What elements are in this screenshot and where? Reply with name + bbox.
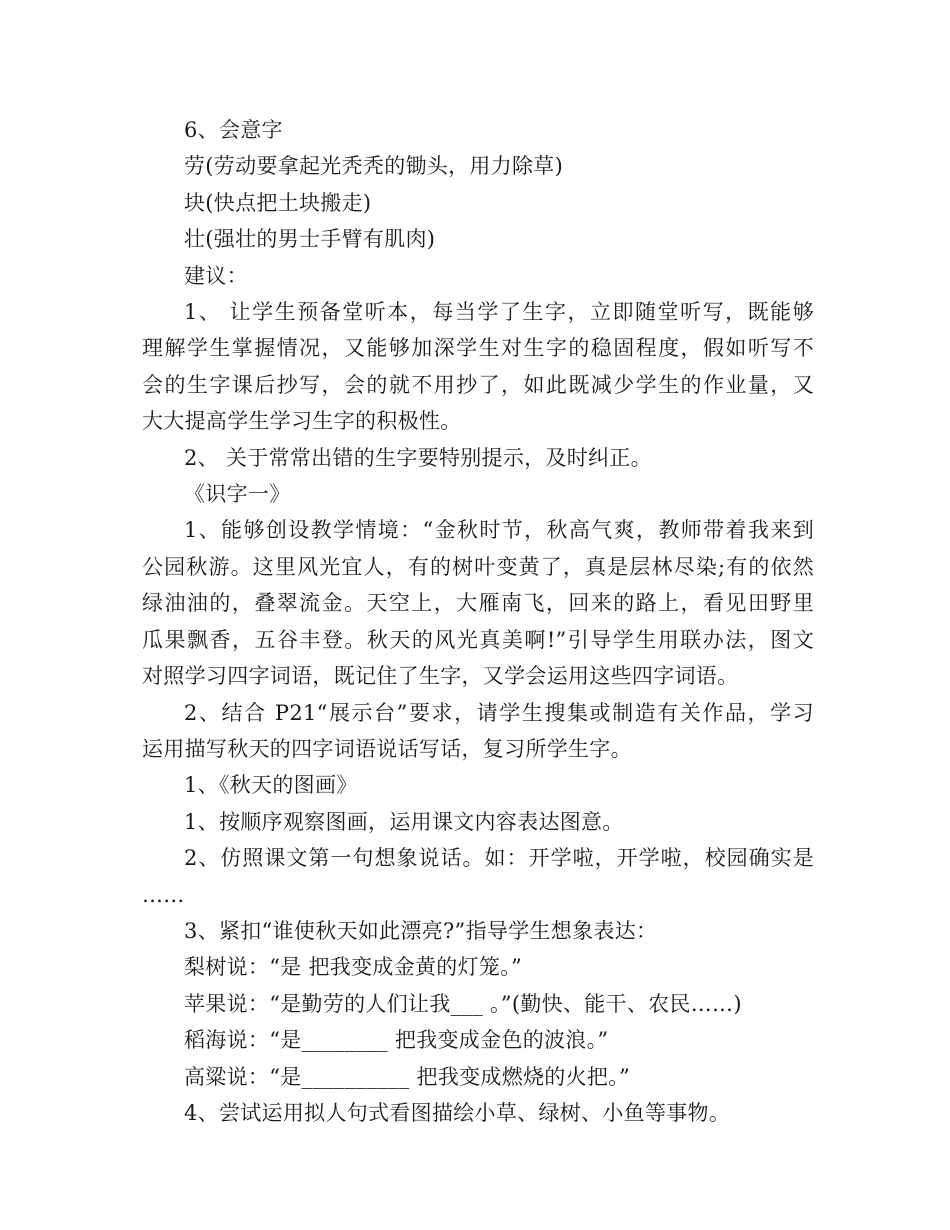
text-line: 大大提高学生学习生字的积极性。: [142, 409, 462, 434]
text-line: 稻海说：“是________ 把我变成金色的波浪。”: [184, 1028, 609, 1053]
text-line: 1、能够创设教学情境：“金秋时节，秋高气爽，教师带着我来到: [184, 518, 814, 543]
text-line: 理解学生掌握情况，又能够加深学生对生字的稳固程度，假如听写不: [142, 336, 814, 361]
text-line: 2、结合 P21“展示台”要求，请学生搜集或制造有关作品，学习: [184, 700, 814, 725]
text-line: 6、会意字: [184, 118, 283, 142]
text-line: 梨树说：“是 把我变成金黄的灯笼。”: [184, 955, 523, 980]
text-line: 运用描写秋天的四字词语说话写话，复习所学生字。: [142, 736, 632, 761]
text-line: 高粱说：“是__________ 把我变成燃烧的火把。”: [184, 1064, 631, 1089]
text-line: 2、仿照课文第一句想象说话。如：开学啦，开学啦，校园确实是: [184, 846, 814, 871]
text-line: 对照学习四字词语，既记住了生字，又学会运用这些四字词语。: [142, 664, 739, 689]
text-line: 绿油油的，叠翠流金。天空上，大雁南飞，回来的路上，看见田野里: [142, 591, 814, 616]
text-line: 公园秋游。这里风光宜人，有的树叶变黄了，真是层林尽染;有的依然: [142, 554, 814, 579]
text-line: 壮(强壮的男士手臂有肌肉): [184, 227, 436, 252]
text-line: 劳(劳动要拿起光秃秃的锄头，用力除草): [184, 154, 564, 179]
text-line: 1、《秋天的图画》: [184, 773, 358, 798]
text-line: 苹果说：“是勤劳的人们让我___ 。”(勤快、能干、农民……): [184, 991, 742, 1016]
text-line: 4、尝试运用拟人句式看图描绘小草、绿树、小鱼等事物。: [184, 1100, 731, 1125]
document-body: [142, 112, 814, 1131]
text-line: 建议：: [184, 263, 248, 288]
text-line: 1、 让学生预备堂听本，每当学了生字，立即随堂听写，既能够: [184, 300, 814, 325]
text-line: 1、按顺序观察图画，运用课文内容表达图意。: [184, 809, 624, 834]
text-line: 块(快点把土块搬走): [184, 190, 372, 215]
text-line: 3、紧扣“谁使秋天如此漂亮?”指导学生想象表达：: [184, 918, 658, 943]
text-line: ……: [142, 882, 185, 907]
text-line: 《识字一》: [184, 482, 291, 507]
text-line: 瓜果飘香，五谷丰登。秋天的风光真美啊!”引导学生用联办法，图文: [142, 627, 814, 652]
text-line: 2、 关于常常出错的生字要特别提示，及时纠正。: [184, 445, 652, 470]
text-line: 会的生字课后抄写，会的就不用抄了，如此既减少学生的作业量，又: [142, 372, 814, 397]
